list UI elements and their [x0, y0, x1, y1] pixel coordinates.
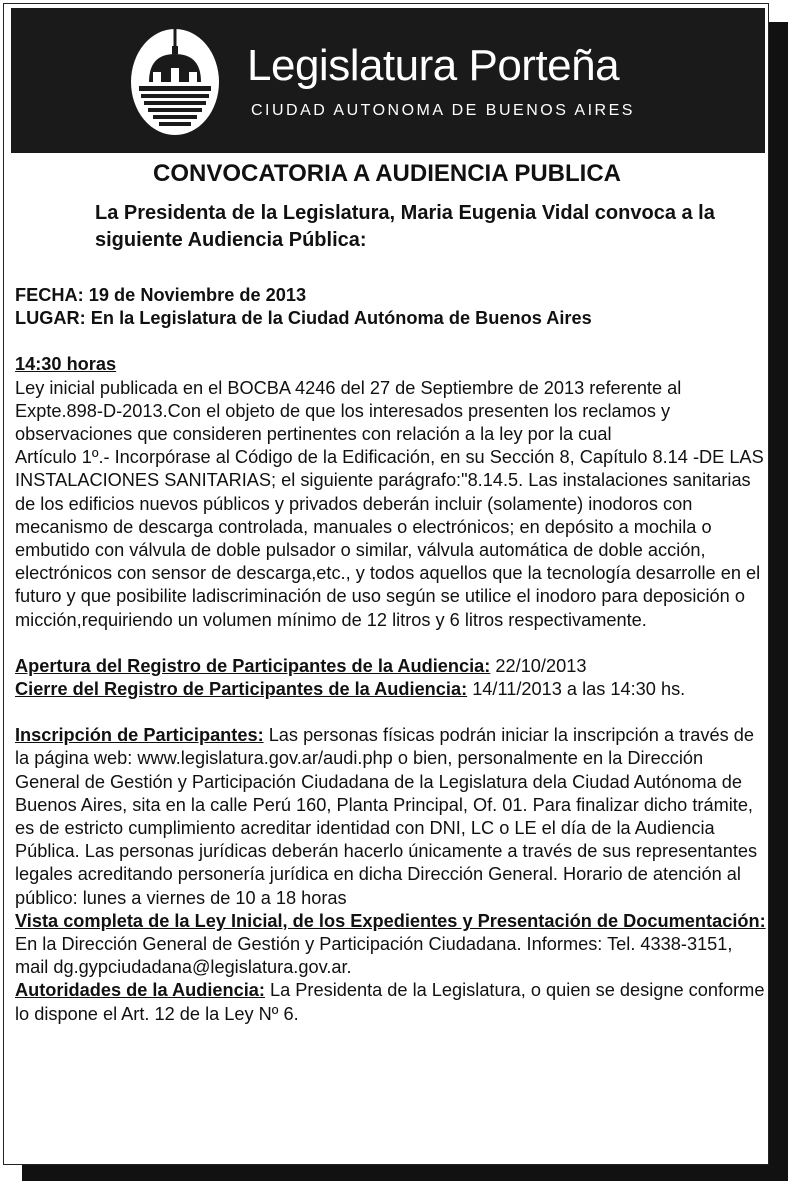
intro-text: La Presidenta de la Legislatura, Maria Eugenia Vidal convoca a la siguiente Audiencia Pública:	[95, 202, 715, 251]
apertura-label: Apertura del Registro de Participantes de la Audiencia:	[15, 655, 491, 676]
body-paragraph: Ley inicial publicada en el BOCBA 4246 del 27 de Septiembre de 2013 referente al Expte.898-D-2013.Con el objeto de que los interesados presenten los reclamos y observaciones que consideren pertinentes con relación a la ley por la cual	[15, 377, 682, 445]
dome-building-icon	[129, 24, 221, 136]
header-banner	[11, 8, 765, 153]
brand-title: Legislatura Porteña	[247, 41, 620, 90]
autoridades-label: Autoridades de la Audiencia:	[15, 980, 265, 1001]
cierre-line	[15, 678, 767, 701]
apertura-line	[15, 655, 767, 678]
vista-value: En la Dirección General de Gestión y Participación Ciudadana. Informes: Tel. 4338-3151,	[15, 934, 733, 955]
cierre-label: Cierre del Registro de Participantes de la Audiencia:	[15, 679, 468, 700]
fecha-line: FECHA: 19 de Noviembre de 2013	[15, 285, 307, 305]
autoridades-paragraph	[15, 979, 767, 1025]
announcement-frame	[3, 3, 769, 1165]
articulo-paragraph: Artículo 1º.- Incorpórase al Código de la Edificación, en su Sección 8, Capítulo 8.14 -DE LAS INSTALACIONES SANITARIAS; el siguiente parágrafo:"8.14.5. Las instalaciones sanitarias de los edificios nuevos públicos y privados deberán incluir (solamente) inodoros con mecanismo de descarga controlada, manuales o electrónicos; en depósito a mochila o embutido con válvula de doble pulsador o similar, válvula automática de doble acción, electrónicos con sensor de descarga,etc., y todos aquellos que la tecnología desarrolle en el futuro y que posibilite ladiscriminación de uso según se utilice el inodoro para deposición o micción,requiriendo un volumen mínimo de 12 litros y 6 litros respectivamente.	[15, 447, 764, 630]
inscripcion-value: Las personas físicas podrán iniciar la inscripción a través de la página web: www.legislatura.gov.ar/audi.php o bien, personalmente en la Dirección General de Gestión y Participación Ciudadana de la Legislatura dela Ciudad Autónoma de Buenos Aires, sita en la calle Perú 160, Planta Principal, Of. 01. Para finalizar dicho trámite, es de estricto cumplimiento acreditar identidad con DNI, LC o LE el día de la Audiencia Pública. Las personas jurídicas deberán hacerlo únicamente a través de sus representantes legales acreditando personería jurídica en dicha Dirección General. Horario de atención al público: lunes a viernes de 10 a 18 horas	[15, 725, 758, 908]
cierre-value: 14/11/2013 a las 14:30 hs.	[467, 679, 686, 700]
document-title: CONVOCATORIA A AUDIENCIA PUBLICA	[153, 160, 621, 187]
lugar-line: LUGAR: En la Legislatura de la Ciudad Autónoma de Buenos Aires	[15, 308, 592, 329]
vista-paragraph	[15, 910, 767, 956]
inscripcion-label: Inscripción de Participantes:	[15, 725, 264, 746]
autoridades-value: La Presidenta de la Legislatura, o quien se designe conforme lo dispone el Art. 12 de la Ley Nº 6.	[15, 980, 765, 1024]
apertura-value: 22/10/2013	[490, 655, 587, 676]
vista-label: Vista completa de la Ley Inicial, de los Expedientes y Presentación de Documentación:	[15, 910, 766, 931]
mail-line: mail dg.gypciudadana@legislatura.gov.ar.	[15, 957, 352, 978]
inscripcion-paragraph	[15, 724, 767, 910]
document-body	[15, 284, 767, 1026]
brand-subtitle: CIUDAD AUTONOMA DE BUENOS AIRES	[251, 102, 635, 119]
hora-line: 14:30 horas	[15, 354, 117, 375]
